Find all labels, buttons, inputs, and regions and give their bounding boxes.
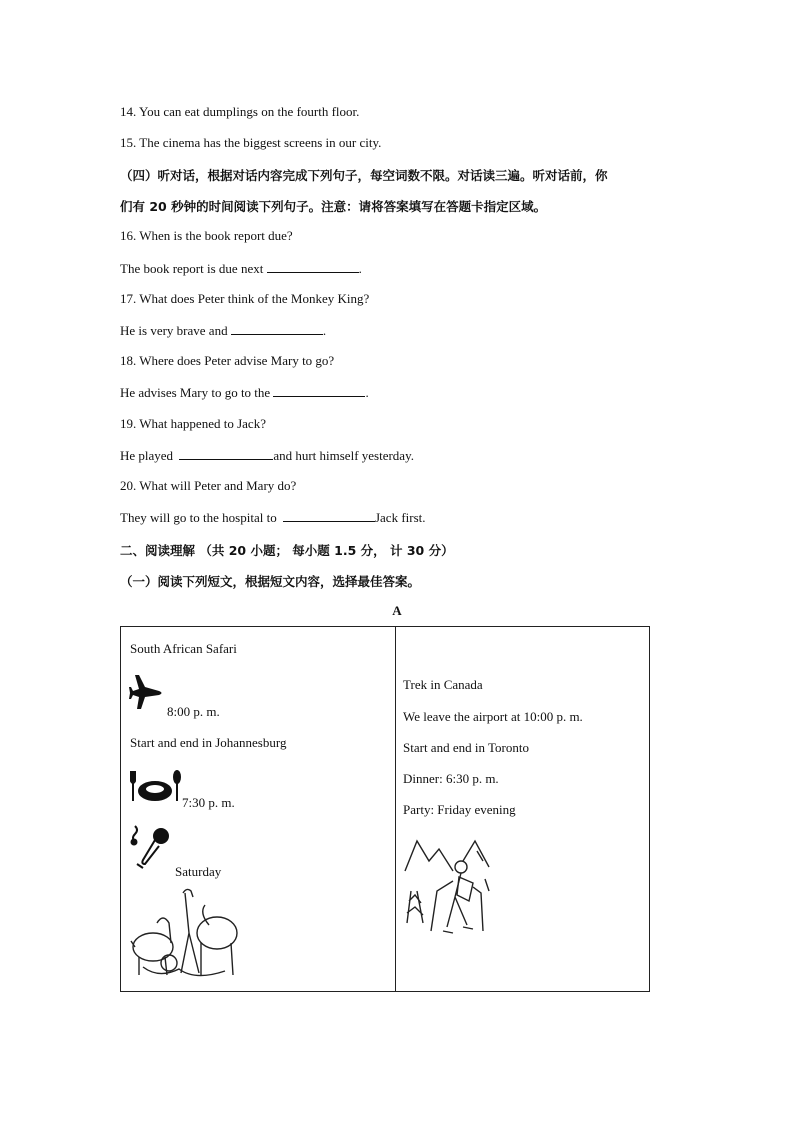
safari-dinner-time: 7:30 p. m.	[182, 795, 235, 810]
answer-prefix: He advises Mary to go to the	[120, 385, 271, 400]
answer-prefix: He played	[120, 448, 174, 463]
question-14: 14. You can eat dumplings on the fourth floor.	[120, 104, 360, 119]
trek-dinner: Dinner: 6:30 p. m.	[403, 771, 499, 786]
section4-instruction-line2: 们有 20 秒钟的时间阅读下列句子。注意：请将答案填写在答题卡指定区域。	[120, 199, 547, 214]
answer-blank-18[interactable]	[273, 384, 365, 397]
answer-prefix: The book report is due next	[120, 261, 264, 276]
safari-flight-time: 8:00 p. m.	[167, 704, 220, 719]
dinner-plate-icon	[129, 767, 181, 807]
answer-line-18	[120, 384, 369, 401]
microphone-music-icon	[129, 824, 173, 872]
question-19: 19. What happened to Jack?	[120, 416, 266, 431]
question-18: 18. Where does Peter advise Mary to go?	[120, 353, 335, 368]
answer-suffix: Jack first.	[374, 510, 426, 525]
safari-title: South African Safari	[130, 641, 237, 656]
trek-title: Trek in Canada	[403, 677, 483, 692]
question-17: 17. What does Peter think of the Monkey King?	[120, 291, 370, 306]
answer-blank-17[interactable]	[231, 322, 323, 335]
section4-instruction-line1: （四）听对话，根据对话内容完成下列句子，每空词数不限。对话读三遍。听对话前，你	[120, 168, 608, 183]
answer-line-16	[120, 260, 362, 277]
part2-heading: 二、阅读理解 （共 20 小题； 每小题 1.5 分， 计 30 分）	[120, 543, 454, 558]
safari-animals-illustration	[129, 883, 241, 985]
answer-blank-16[interactable]	[267, 260, 359, 273]
part2-subheading: （一）阅读下列短文，根据短文内容，选择最佳答案。	[120, 574, 421, 589]
answer-blank-20[interactable]	[283, 509, 375, 522]
answer-suffix: .	[322, 323, 327, 338]
answer-blank-19[interactable]	[179, 447, 273, 460]
answer-suffix: .	[365, 385, 369, 400]
passage-table	[120, 626, 650, 992]
answer-suffix: .	[358, 261, 362, 276]
table-divider	[395, 627, 396, 991]
safari-start-end: Start and end in Johannesburg	[130, 735, 287, 750]
question-15: 15. The cinema has the biggest screens in our city.	[120, 135, 382, 150]
trek-start-end: Start and end in Toronto	[403, 740, 529, 755]
passage-label: A	[392, 603, 402, 618]
answer-prefix: He is very brave and	[120, 323, 228, 338]
hiker-illustration	[403, 831, 493, 943]
question-20: 20. What will Peter and Mary do?	[120, 478, 297, 493]
trek-party: Party: Friday evening	[403, 802, 516, 817]
trek-leave-time: We leave the airport at 10:00 p. m.	[403, 709, 583, 724]
question-16: 16. When is the book report due?	[120, 228, 293, 243]
answer-line-20	[120, 509, 426, 526]
answer-line-17	[120, 322, 326, 339]
airplane-icon	[129, 671, 165, 715]
answer-prefix: They will go to the hospital to	[120, 510, 277, 525]
safari-party-day: Saturday	[175, 864, 222, 879]
answer-line-19	[120, 447, 414, 464]
answer-suffix: and hurt himself yesterday.	[273, 448, 414, 463]
